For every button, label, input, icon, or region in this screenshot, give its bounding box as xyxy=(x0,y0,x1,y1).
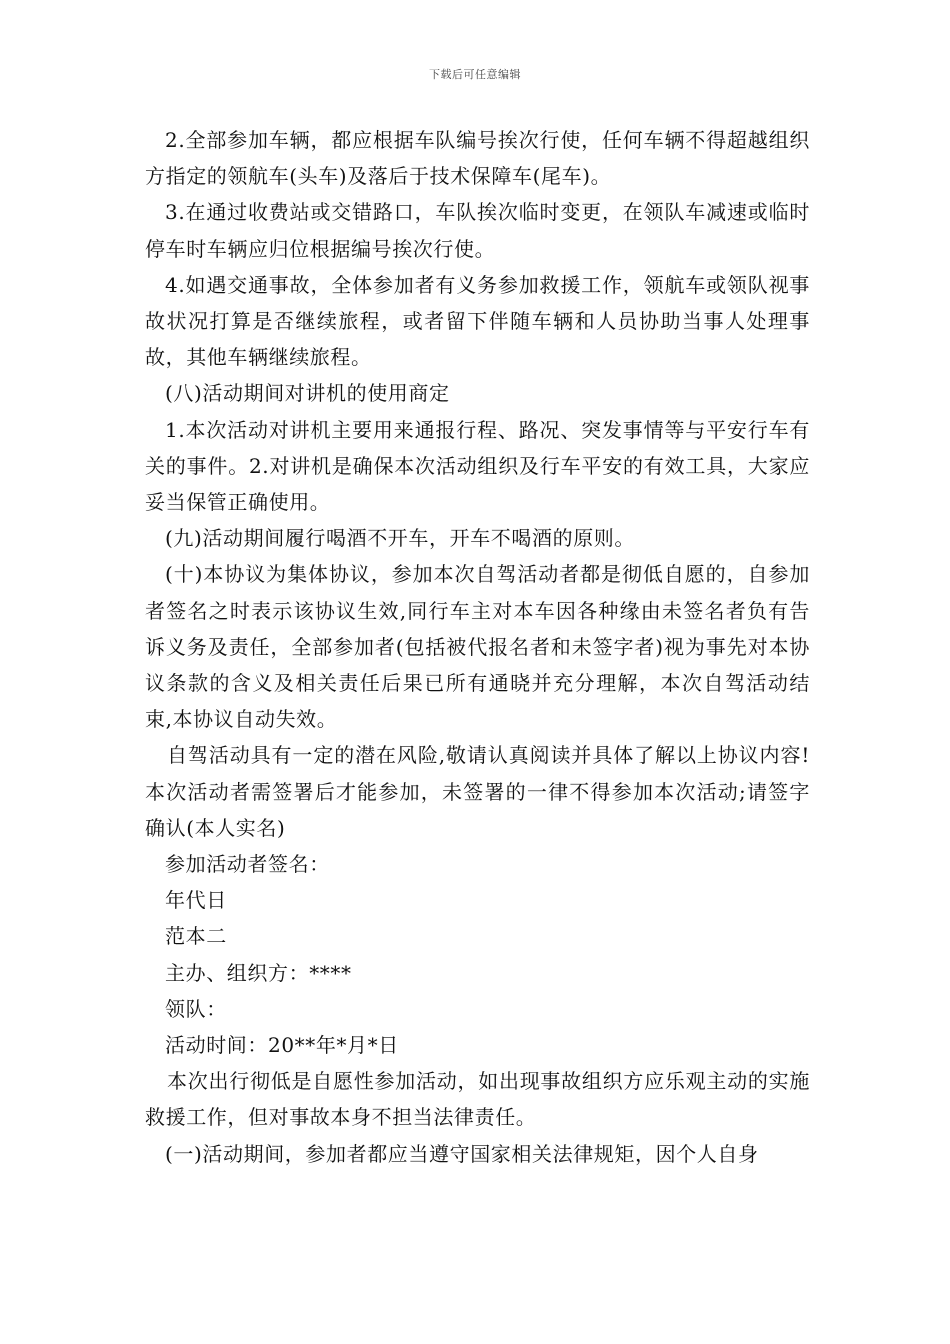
section-heading-8: (八)活动期间对讲机的使用商定 xyxy=(165,381,450,406)
document-body xyxy=(145,122,810,1172)
section-heading-1: (一)活动期间，参加者都应当遵守国家相关法律规矩，因个人自身 xyxy=(165,1141,759,1166)
paragraph-walkie-talkie: 1.本次活动对讲机主要用来通报行程、路况、突发事情等与平安行车有关的事件。2.对讲机是确保本次活动组织及行车平安的有效工具，大家应妥当保管正确使用。 xyxy=(145,417,810,515)
activity-time-line: 活动时间：20**年*月*日 xyxy=(165,1033,399,1058)
signature-line: 参加活动者签名： xyxy=(165,852,330,877)
paragraph-rule-3: 3.在通过收费站或交错路口，车队挨次临时变更，在领队车减速或临时停车时车辆应归位根据编号挨次行使。 xyxy=(145,200,810,261)
section-heading-9: (九)活动期间履行喝酒不开车，开车不喝酒的原则。 xyxy=(165,526,636,551)
paragraph-rule-4: 4.如遇交通事故，全体参加者有义务参加救援工作，领航车或领队视事故状况打算是否继续旅程，或者留下伴随车辆和人员协助当事人处理事故，其他车辆继续旅程。 xyxy=(145,272,810,370)
paragraph-rule-2: 2.全部参加车辆，都应根据车队编号挨次行使，任何车辆不得超越组织方指定的领航车(头车)及落后于技术保障车(尾车)。 xyxy=(145,128,810,189)
section-heading-10: (十)本协议为集体协议，参加本次自驾活动者都是彻低自愿的，自参加者签名之时表示该协议生效,同行车主对本车因各种缘由未签名者负有告诉义务及责任，全部参加者(包括被代报名者和未签字者)视为事先对本协议条款的含义及相关责任后果已所有通晓并充分理解，本次自驾活动结束,本协议自动失效。 xyxy=(145,562,810,732)
page-header: 下载后可任意编辑 xyxy=(429,68,521,81)
organizer-line: 主办、组织方：**** xyxy=(165,960,352,985)
template-title: 范本二 xyxy=(165,924,227,949)
date-line: 年代日 xyxy=(165,888,227,913)
paragraph-risk-notice: 自驾活动具有一定的潜在风险,敬请认真阅读并具体了解以上协议内容!本次活动者需签署后才能参加，未签署的一律不得参加本次活动;请签字确认(本人实名) xyxy=(145,743,810,840)
leader-line: 领队： xyxy=(165,996,227,1021)
paragraph-voluntary: 本次出行彻低是自愿性参加活动，如出现事故组织方应乐观主动的实施救援工作，但对事故本身不担当法律责任。 xyxy=(145,1069,810,1130)
